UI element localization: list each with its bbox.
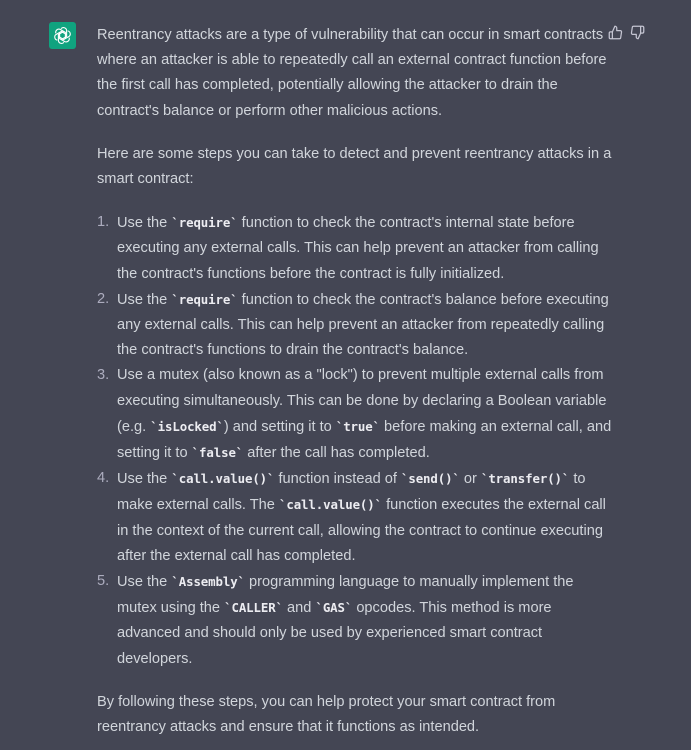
inline-code: `false` [191,445,244,461]
list-item-text: function to check the contract's internal state before executing any external calls. This can help prevent an attacker from calling the contract's functions before the contract is fully initialized. [117,215,599,282]
list-item-text: or [459,471,481,488]
list-item-text: Use the [117,291,172,308]
list-item [97,287,617,364]
inline-code: `send()` [400,471,460,487]
thumbs-down-button[interactable] [629,24,645,40]
list-item-text: after the call has completed. [243,445,430,462]
inline-code: `true` [335,418,380,434]
list-item-text: Use the [117,215,172,232]
assistant-avatar [49,22,76,49]
openai-logo-icon [53,26,72,45]
list-item-number: 3. [97,367,110,384]
list-item-text: Use the [117,471,172,488]
list-item-text: function to check the contract's balance before executing any external calls. This can help prevent an attacker from repeatedly calling the contract's functions to drain the contract's balance. [117,291,609,359]
steps-list [97,210,617,672]
list-item [97,363,617,466]
assistant-message [97,23,617,740]
inline-code: `isLocked` [150,418,224,434]
list-item-text: Use a mutex (also known as a "lock") to prevent multiple external calls from executing simultaneously. This can be done by declaring a Boolean variable (e.g. [117,367,607,435]
list-item-text: programming language to manually implement the mutex using the [117,574,574,617]
inline-code: `call.value()` [278,497,383,513]
list-item-text: and [282,600,316,617]
list-item-number: 4. [97,470,110,487]
list-item-number: 1. [97,214,110,231]
list-item-text: ) and setting it to [223,418,336,435]
list-item-text: opcodes. This method is more advanced and should only be used by experienced smart contract developers. [117,600,552,667]
inline-code: `call.value()` [171,471,275,487]
inline-code: `transfer()` [480,471,570,487]
list-item-number: 2. [97,290,110,307]
list-item-text: function executes the external call in the context of the current call, allowing the contract to continue executing after the external call has completed. [117,497,606,564]
inline-code: `GAS` [315,600,353,616]
lead-paragraph: Here are some steps you can take to detect and prevent reentrancy attacks in a smart contract: [97,145,612,188]
list-item [97,569,617,672]
inline-code: `require` [171,291,238,307]
inline-code: `require` [171,215,238,231]
list-item [97,210,617,287]
list-item-text: to make external calls. The [117,471,586,514]
list-item [97,466,617,569]
list-item-number: 5. [97,573,110,590]
list-item-text: before making an external call, and setting it to [117,418,612,462]
intro-paragraph: Reentrancy attacks are a type of vulnerability that can occur in smart contracts where an attacker is able to repeatedly call an external contract function before the first call has completed, potentially allowing the attacker to drain the contract's balance or perform other malicious actions. [97,27,607,119]
inline-code: `CALLER` [224,600,283,616]
thumbs-down-icon [630,25,645,40]
inline-code: `Assembly` [171,574,245,590]
conclusion-paragraph: By following these steps, you can help protect your smart contract from reentrancy attacks and ensure that it functions as intended. [97,693,556,736]
list-item-text: Use the [117,574,172,591]
list-item-text: function instead of [274,471,401,488]
